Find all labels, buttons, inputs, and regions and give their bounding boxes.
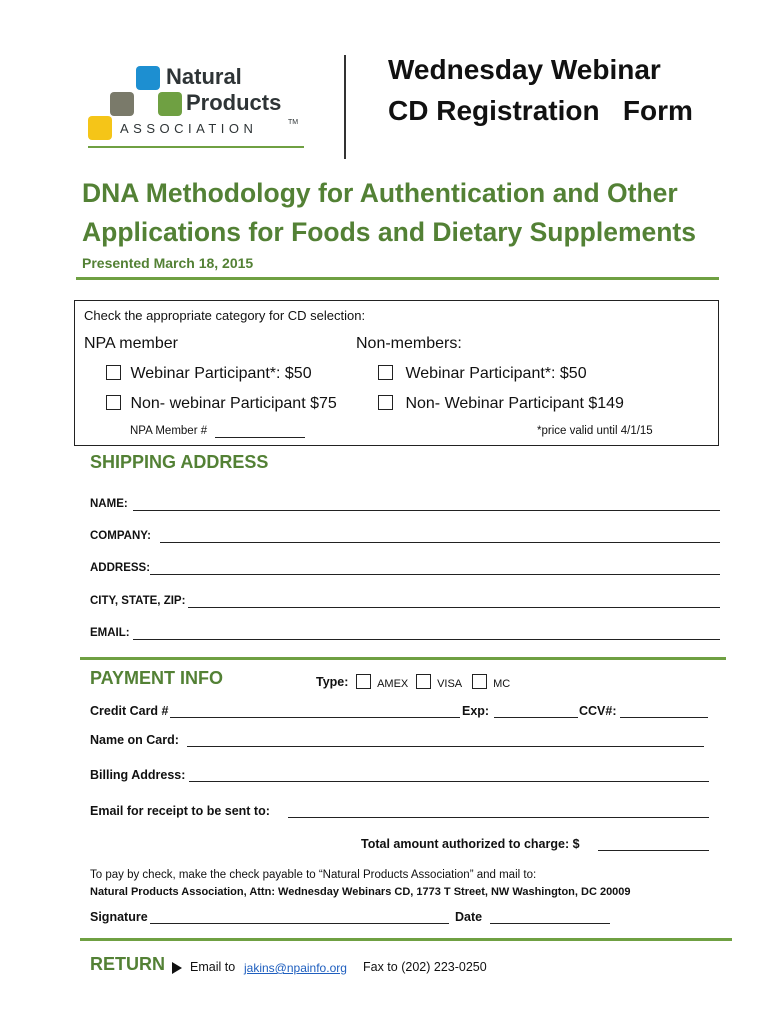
total-amount-field[interactable] bbox=[598, 850, 709, 851]
title-rule bbox=[76, 277, 719, 280]
member-webinar-option[interactable] bbox=[106, 365, 312, 383]
billing-address-label: Billing Address: bbox=[90, 768, 186, 782]
form-title-line1: Wednesday Webinar bbox=[388, 54, 661, 85]
member-webinar-label: Webinar Participant*: $50 bbox=[130, 365, 312, 382]
card-type-label: Type: bbox=[316, 675, 349, 689]
payment-heading: PAYMENT INFO bbox=[90, 668, 224, 688]
non-member-heading: Non-members: bbox=[356, 335, 462, 352]
selection-instruction: Check the appropriate category for CD selection: bbox=[84, 308, 366, 323]
payment-rule bbox=[80, 938, 732, 941]
city-state-zip-field[interactable] bbox=[188, 607, 720, 608]
company-field[interactable] bbox=[160, 542, 720, 543]
email-receipt-field[interactable] bbox=[288, 817, 709, 818]
mail-address: Natural Products Association, Attn: Wednesday Webinars CD, 1773 T Street, NW Washington, DC 20009 bbox=[90, 886, 631, 898]
logo-text-natural: Natural bbox=[166, 64, 242, 89]
nonmember-webinar-label: Webinar Participant*: $50 bbox=[405, 365, 587, 382]
name-on-card-field[interactable] bbox=[187, 746, 704, 747]
address-label: ADDRESS: bbox=[90, 562, 151, 574]
email-receipt-label: Email for receipt to be sent to: bbox=[90, 804, 270, 818]
mc-option[interactable] bbox=[472, 674, 510, 690]
nonmember-webinar-option[interactable] bbox=[378, 365, 587, 383]
credit-card-label: Credit Card # bbox=[90, 704, 169, 718]
name-on-card-label: Name on Card: bbox=[90, 733, 179, 747]
total-amount-label: Total amount authorized to charge: $ bbox=[361, 837, 580, 851]
company-label: COMPANY: bbox=[90, 530, 151, 542]
shipping-rule bbox=[80, 657, 726, 660]
name-label: NAME: bbox=[90, 498, 128, 510]
logo-tm: TM bbox=[288, 119, 299, 126]
return-heading: RETURN bbox=[90, 954, 165, 974]
shipping-heading: SHIPPING ADDRESS bbox=[90, 452, 269, 472]
member-nonwebinar-option[interactable] bbox=[106, 395, 337, 413]
name-field[interactable] bbox=[133, 510, 720, 511]
arrow-right-icon bbox=[172, 962, 182, 974]
npa-member-number-label: NPA Member # bbox=[130, 425, 208, 437]
date-label: Date bbox=[455, 910, 483, 924]
return-fax: Fax to (202) 223-0250 bbox=[363, 960, 487, 974]
form-title-line2: CD Registration Form bbox=[388, 95, 693, 126]
return-email-prefix: Email to bbox=[190, 960, 236, 974]
exp-field[interactable] bbox=[494, 717, 578, 718]
member-nonwebinar-label: Non- webinar Participant $75 bbox=[130, 395, 337, 412]
ccv-label: CCV#: bbox=[579, 704, 617, 718]
ccv-field[interactable] bbox=[620, 717, 708, 718]
nonmember-nonwebinar-checkbox[interactable] bbox=[378, 395, 393, 410]
visa-option[interactable] bbox=[416, 674, 462, 690]
mc-checkbox[interactable] bbox=[472, 674, 487, 689]
logo-text-products: Products bbox=[186, 90, 282, 115]
amex-label: AMEX bbox=[377, 678, 409, 690]
price-note: *price valid until 4/1/15 bbox=[537, 425, 653, 437]
email-field[interactable] bbox=[133, 639, 720, 640]
email-label: EMAIL: bbox=[90, 627, 130, 639]
city-state-zip-label: CITY, STATE, ZIP: bbox=[90, 595, 186, 607]
signature-label: Signature bbox=[90, 910, 148, 924]
event-title-line2: Applications for Foods and Dietary Supplements bbox=[82, 217, 696, 247]
nonmember-webinar-checkbox[interactable] bbox=[378, 365, 393, 380]
return-email-link[interactable]: jakins@npainfo.org bbox=[244, 961, 347, 975]
billing-address-field[interactable] bbox=[189, 781, 709, 782]
credit-card-field[interactable] bbox=[170, 717, 460, 718]
visa-checkbox[interactable] bbox=[416, 674, 431, 689]
amex-option[interactable] bbox=[356, 674, 408, 690]
header-divider bbox=[344, 55, 346, 159]
signature-field[interactable] bbox=[150, 923, 449, 924]
logo-square-yellow bbox=[88, 116, 112, 140]
member-nonwebinar-checkbox[interactable] bbox=[106, 395, 121, 410]
mc-label: MC bbox=[493, 678, 511, 690]
nonmember-nonwebinar-label: Non- Webinar Participant $149 bbox=[405, 395, 624, 412]
logo-text-association: ASSOCIATION bbox=[120, 121, 258, 136]
npa-logo bbox=[84, 62, 314, 152]
logo-square-green bbox=[158, 92, 182, 116]
npa-member-number-field[interactable] bbox=[215, 437, 305, 438]
amex-checkbox[interactable] bbox=[356, 674, 371, 689]
logo-square-blue bbox=[136, 66, 160, 90]
visa-label: VISA bbox=[437, 678, 463, 690]
presented-date: Presented March 18, 2015 bbox=[82, 255, 254, 271]
date-field[interactable] bbox=[490, 923, 610, 924]
logo-underline bbox=[88, 146, 304, 148]
npa-member-heading: NPA member bbox=[84, 335, 178, 352]
nonmember-nonwebinar-option[interactable] bbox=[378, 395, 624, 413]
check-instructions: To pay by check, make the check payable to “Natural Products Association” and mail to: bbox=[90, 869, 537, 881]
logo-square-gray bbox=[110, 92, 134, 116]
member-webinar-checkbox[interactable] bbox=[106, 365, 121, 380]
event-title-line1: DNA Methodology for Authentication and Other bbox=[82, 178, 678, 208]
address-field[interactable] bbox=[150, 574, 720, 575]
exp-label: Exp: bbox=[462, 704, 490, 718]
